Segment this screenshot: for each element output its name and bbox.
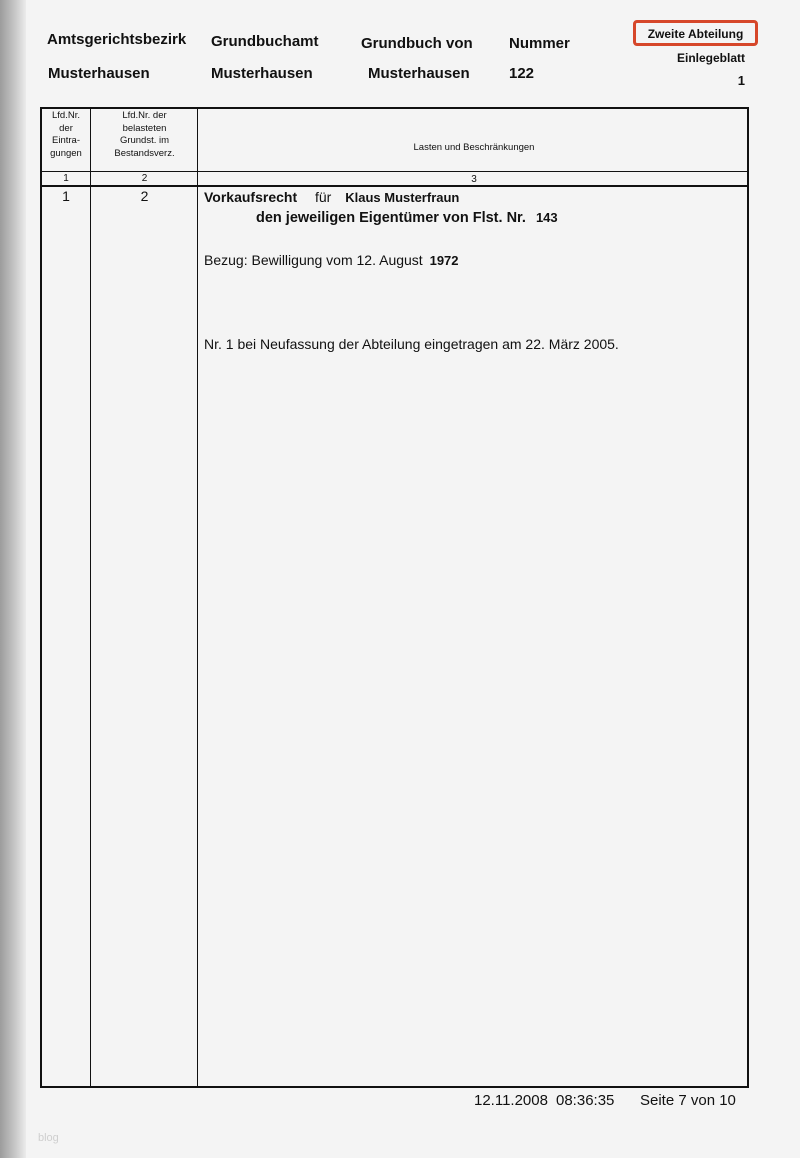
col1-header-line: der <box>59 122 73 134</box>
einlegeblatt-label: Einlegeblatt <box>676 51 745 65</box>
col3-number: 3 <box>471 174 477 185</box>
header-label-grundbuch-von: Grundbuch von <box>361 35 473 52</box>
blatt-number: 1 <box>737 73 745 88</box>
column-divider-1 <box>90 107 91 1088</box>
col2-header-line: Lfd.Nr. der <box>122 110 167 121</box>
entry-line-2-text: den jeweiligen Eigentümer von Flst. Nr. <box>256 210 526 226</box>
header-label-amtsgerichtsbezirk: Amtsgerichtsbezirk <box>47 31 187 48</box>
entry-note: Nr. 1 bei Neufassung der Abteilung eingetragen am 22. März 2005. <box>204 336 619 352</box>
col2-number: 2 <box>141 173 148 184</box>
col2-header-line: belasteten <box>122 122 167 134</box>
entry-fuer: für <box>315 189 332 205</box>
header-label-grundbuchamt: Grundbuchamt <box>211 33 319 50</box>
column-divider-2 <box>197 107 198 1088</box>
entry-bezug-year: 1972 <box>429 253 459 268</box>
entry-lfd-nr: 1 <box>62 188 70 204</box>
footer-time: 08:36:35 <box>556 1092 615 1109</box>
entry-beneficiary: Klaus Musterfraun <box>345 190 460 205</box>
entry-line-2 <box>256 210 558 226</box>
entry-line-1 <box>204 189 459 205</box>
header-value-amtsgerichtsbezirk: Musterhausen <box>48 65 150 82</box>
col2-header-line: Grundst. im <box>119 135 170 146</box>
col2-header <box>92 110 197 160</box>
entry-bezug <box>204 252 459 268</box>
header-value-grundbuchamt: Musterhausen <box>211 65 313 82</box>
watermark: blog <box>38 1132 59 1144</box>
scan-edge-shadow <box>0 0 26 1158</box>
entry-grundst-nr: 2 <box>140 188 149 204</box>
col1-header-line: Eintra- <box>52 135 80 146</box>
entry-title: Vorkaufsrecht <box>204 189 298 205</box>
header-divider <box>40 171 749 172</box>
col2-header-line: Bestandsverz. <box>114 147 175 159</box>
col3-header: Lasten und Beschränkungen <box>413 142 535 153</box>
footer-page: Seite 7 von 10 <box>640 1092 736 1109</box>
col1-header-line: Lfd.Nr. <box>52 110 80 121</box>
entry-bezug-text: Bezug: Bewilligung vom 12. August <box>204 252 423 268</box>
entry-flst-nr: 143 <box>535 210 558 225</box>
col1-number: 1 <box>63 173 69 184</box>
footer-date: 12.11.2008 <box>474 1092 548 1109</box>
col1-header <box>42 110 90 160</box>
col1-header-line: gungen <box>50 147 82 159</box>
header-value-nummer: 122 <box>509 65 535 82</box>
header-value-grundbuch-von: Musterhausen <box>368 65 470 82</box>
header-label-nummer: Nummer <box>509 35 570 52</box>
colnum-divider <box>40 185 749 187</box>
abteilung-label: Zweite Abteilung <box>647 27 744 41</box>
